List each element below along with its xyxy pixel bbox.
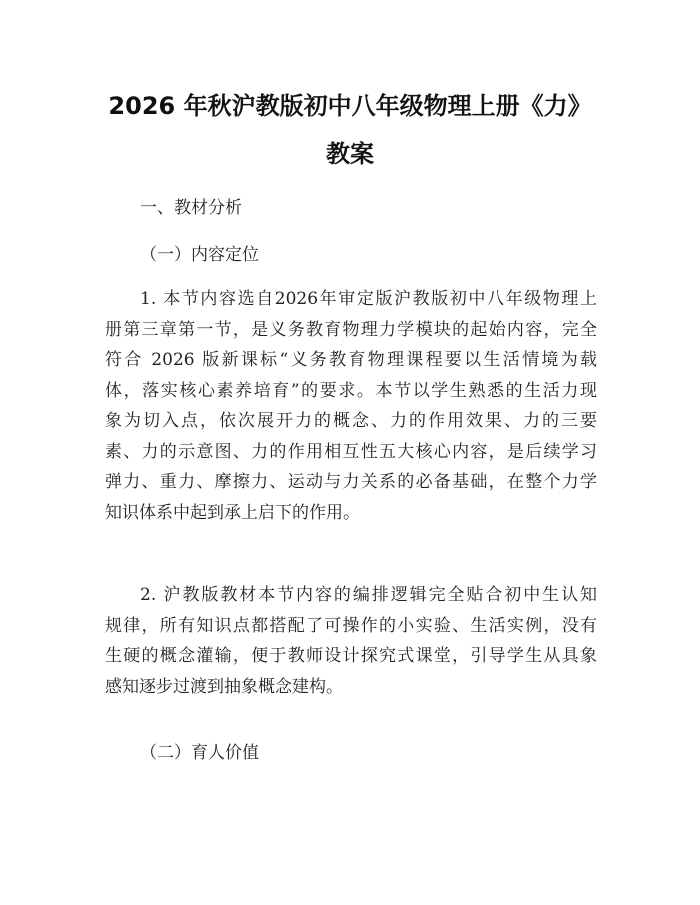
document-title-line2: 教案 xyxy=(326,140,374,168)
section-heading-teaching-material-analysis: 一、教材分析 xyxy=(140,198,242,218)
document-title-line1: 2026 年秋沪教版初中八年级物理上册《力》 xyxy=(108,92,592,120)
paragraph-line: 规律，所有知识点都搭配了可操作的小实验、生活实例，没有 xyxy=(105,615,597,636)
paragraph-line: 知识体系中起到承上启下的作用。 xyxy=(105,502,360,523)
paragraph-line: 1. 本节内容选自2026年审定版沪教版初中八年级物理上 xyxy=(140,289,597,309)
paragraph-line: 生硬的概念灌输，便于教师设计探究式课堂，引导学生从具象 xyxy=(105,646,597,666)
paragraph-content-positioning-2 xyxy=(105,580,597,702)
subsection-heading-content-positioning: （一）内容定位 xyxy=(140,245,259,265)
paragraph-line: 象为切入点，依次展开力的概念、力的作用效果、力的三要 xyxy=(105,411,597,431)
paragraph-line: 素、力的示意图、力的作用相互性五大核心内容，是后续学习 xyxy=(105,441,597,462)
paragraph-line: 2. 沪教版教材本节内容的编排逻辑完全贴合初中生认知 xyxy=(140,585,597,605)
paragraph-content-positioning-1 xyxy=(105,284,597,528)
subsection-heading-educational-value: （二）育人价值 xyxy=(140,743,259,763)
paragraph-line: 符合 2026 版新课标“义务教育物理课程要以生活情境为载 xyxy=(105,350,597,370)
paragraph-line: 感知逐步过渡到抽象概念建构。 xyxy=(105,676,343,697)
paragraph-line: 弹力、重力、摩擦力、运动与力关系的必备基础，在整个力学 xyxy=(105,472,597,492)
paragraph-line: 体，落实核心素养培育”的要求。本节以学生熟悉的生活力现 xyxy=(105,380,597,401)
paragraph-line: 册第三章第一节，是义务教育物理力学模块的起始内容，完全 xyxy=(105,319,597,340)
